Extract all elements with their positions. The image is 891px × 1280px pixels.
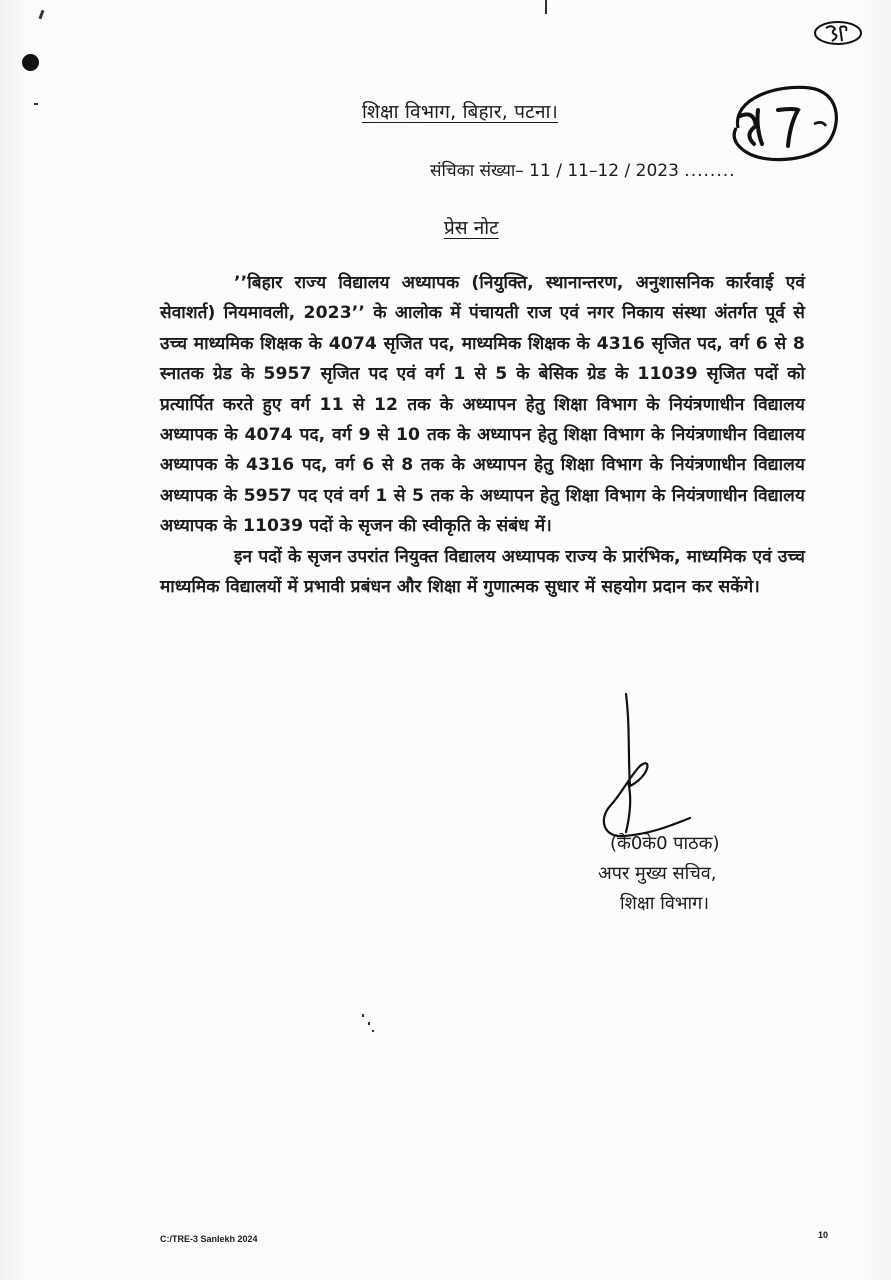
scan-speck	[545, 0, 547, 14]
press-note-heading: प्रेस नोट	[444, 217, 499, 239]
signatory-name: (के0के0 पाठक)	[610, 833, 720, 854]
scan-speck	[34, 103, 38, 105]
punch-hole-mark	[22, 54, 39, 71]
footer-reference: C:/TRE-3 Sanlekh 2024	[160, 1234, 258, 1244]
file-number-text: संचिका संख्या– 11 / 11–12 / 2023	[430, 161, 679, 181]
press-note-body	[160, 268, 805, 602]
signatory-designation: अपर मुख्य सचिव,	[598, 863, 717, 884]
press-note-paragraph-1: ’’बिहार राज्य विद्यालय अध्यापक (नियुक्ति, स्थानान्तरण, अनुशासनिक कार्रवाई एवं सेवाशर्त) नियमावली, 2023’’ के आलोक में पंचायती राज एवं नगर निकाय संस्था अंतर्गत पूर्व से उच्च माध्यमिक शिक्षक के 4074 सृजित पद, माध्यमिक शिक्षक के 4316 सृजित पद, वर्ग 6 से 8 स्नातक ग्रेड के 5957 सृजित पद एवं वर्ग 1 से 5 के बेसिक ग्रेड के 11039 सृजित पदों को प्रत्यार्पित करते हुए वर्ग 11 से 12 तक के अध्यापन हेतु शिक्षा विभाग के नियंत्रणाधीन विद्यालय अध्यापक के 4074 पद, वर्ग 9 से 10 तक के अध्यापन हेतु शिक्षा विभाग के नियंत्रणाधीन विद्यालय अध्यापक के 4316 पद, वर्ग 6 से 8 तक के अध्यापन हेतु शिक्षा विभाग के नियंत्रणाधीन विद्यालय अध्यापक के 5957 पद एवं वर्ग 1 से 5 तक के अध्यापन हेतु शिक्षा विभाग के नियंत्रणाधीन विद्यालय अध्यापक के 11039 पदों के सृजन की स्वीकृति के संबंध में।	[160, 273, 805, 537]
page-number: 10	[818, 1230, 829, 1240]
press-note-paragraph-2: इन पदों के सृजन उपरांत नियुक्त विद्यालय अध्यापक राज्य के प्रारंभिक, माध्यमिक एवं उच्च माध्यमिक विद्यालयों में प्रभावी प्रबंधन और शिक्षा में गुणात्मक सुधार में सहयोग प्रदान कर सकेंगे।	[160, 546, 806, 598]
scan-speck	[368, 1022, 370, 1025]
signatory-department: शिक्षा विभाग।	[620, 893, 710, 914]
file-number	[430, 158, 736, 181]
department-heading: शिक्षा विभाग, बिहार, पटना।	[362, 101, 559, 123]
scan-speck	[372, 1030, 374, 1032]
small-circled-number-stamp	[812, 18, 868, 50]
file-number-dots: ........	[684, 161, 736, 181]
scan-speck	[39, 10, 45, 19]
scan-speck	[362, 1014, 364, 1017]
large-circled-number-stamp	[718, 80, 848, 170]
